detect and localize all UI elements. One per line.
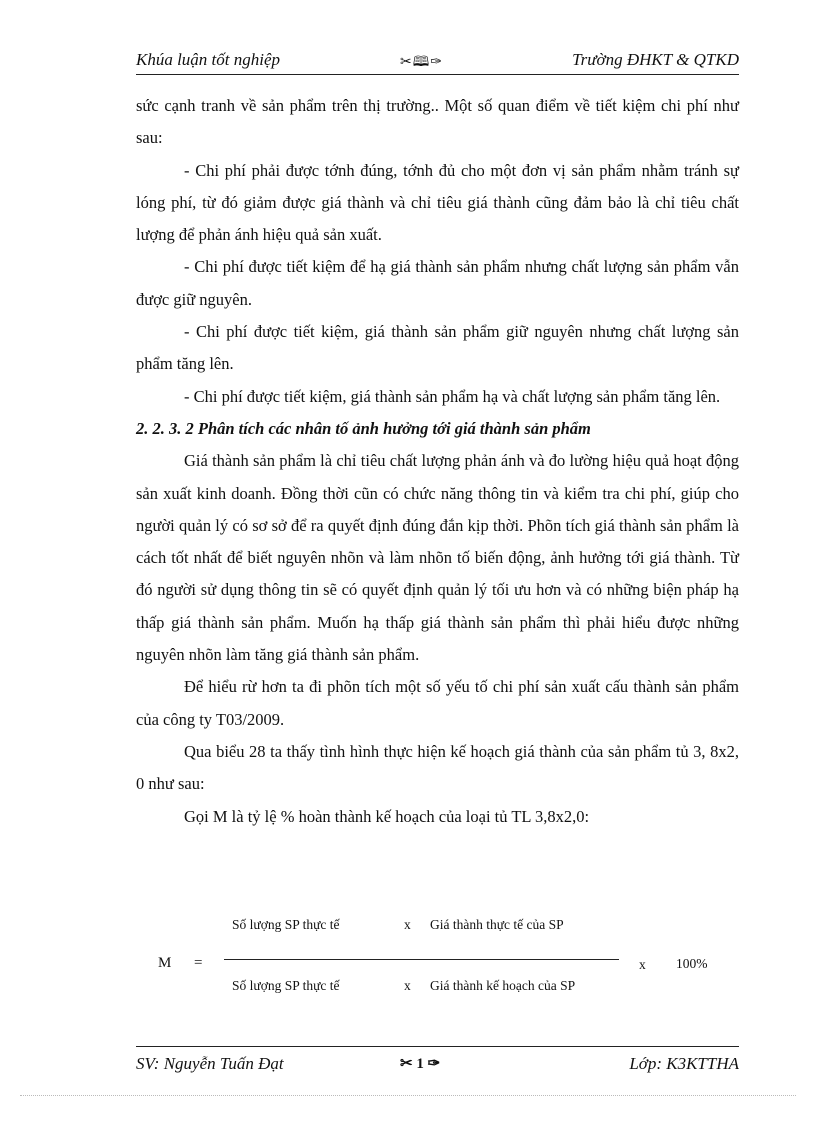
footer-page-number: ✂ 1 ✑ xyxy=(400,1056,441,1072)
percent-factor: 100% xyxy=(676,956,708,971)
numerator-operator: x xyxy=(404,917,411,932)
paragraph-table-ref: Qua biểu 28 ta thấy tình hình thực hiện kế hoạch giá thành của sản phẩm tủ 3, 8x2, 0 như sau: xyxy=(136,741,739,794)
paragraph-explain: Để hiểu rừ hơn ta đi phõn tích một số yếu tố chi phí sản xuất cấu thành sản phẩm của công ty T03/2009. xyxy=(136,677,739,729)
completion-rate-formula xyxy=(136,910,739,1010)
section-heading: 2. 2. 3. 2 Phân tích các nhân tố ảnh hưởng tới giá thành sản phẩm xyxy=(136,418,591,438)
paragraph-bullet-2: - Chi phí được tiết kiệm để hạ giá thành sản phẩm nhưng chất lượng sản phẩm vẫn được giữ nguyên. xyxy=(136,257,739,309)
header-school-label: Trường ĐHKT & QTKD xyxy=(572,50,739,69)
paragraph-intro: sức cạnh tranh về sản phẩm trên thị trường.. Một số quan điểm về tiết kiệm chi phí như sau: xyxy=(136,96,739,148)
denominator-operator: x xyxy=(404,978,411,993)
multiply-operator: x xyxy=(639,957,646,972)
page-footer xyxy=(136,1046,739,1077)
numerator-cost: Giá thành thực tế của SP xyxy=(430,917,564,932)
header-ornament-icon: ✂🕮✑ xyxy=(400,55,443,70)
header-thesis-label: Khúa luận tốt nghiệp xyxy=(136,50,281,69)
footer-class-label: Lớp: K3KTTHA xyxy=(629,1054,739,1073)
paragraph-define-m: Gọi M là tỷ lệ % hoàn thành kế hoạch của loại tủ TL 3,8x2,0: xyxy=(184,806,590,826)
fraction-bar xyxy=(224,959,619,960)
denominator-cost: Giá thành kế hoạch của SP xyxy=(430,978,576,993)
page-body xyxy=(136,90,739,833)
paragraph-bullet-1: - Chi phí phải được tớnh đúng, tớnh đủ cho một đơn vị sản phẩm nhằm tránh sự lóng phí, từ đó giảm được giá thành và chỉ tiêu giá thành cũng đảm bảo là chỉ tiêu chất lượng để phản ánh hiệu quả sản xuất. xyxy=(136,160,739,245)
page-bottom-divider xyxy=(20,1095,796,1096)
footer-student-name: SV: Nguyễn Tuấn Đạt xyxy=(136,1054,284,1073)
formula-lhs: M xyxy=(158,955,172,971)
paragraph-bullet-3: - Chi phí được tiết kiệm, giá thành sản phẩm giữ nguyên nhưng chất lượng sản phẩm tăng lên. xyxy=(136,322,739,374)
formula-equals: = xyxy=(194,955,203,971)
denominator-quantity: Số lượng SP thực tế xyxy=(232,978,340,993)
numerator-quantity: Số lượng SP thực tế xyxy=(232,917,340,932)
paragraph-analysis: Giá thành sản phẩm là chỉ tiêu chất lượng phản ánh và đo lường hiệu quả hoạt động sản xuất kinh doanh. Đồng thời cũn có chức năng thông tin và kiểm tra chi phí, giúp cho người quản lý có sơ sở để ra quyết định đúng đắn kịp thời. Phõn tích giá thành sản phẩm là cách tốt nhất để biết nguyên nhõn và làm nhõn tố biến động, ảnh hưởng tới giá thành. Từ đó người sử dụng thông tin sẽ có quyết định quản lý tối ưu hơn và có những biện pháp hạ thấp giá thành sản phẩm. Muốn hạ thấp giá thành sản phẩm thì phải hiểu được những nguyên nhõn làm tăng giá thành sản phẩm. xyxy=(136,451,739,665)
paragraph-bullet-4: - Chi phí được tiết kiệm, giá thành sản phẩm hạ và chất lượng sản phẩm tăng lên. xyxy=(184,386,721,406)
page-header xyxy=(136,48,739,75)
